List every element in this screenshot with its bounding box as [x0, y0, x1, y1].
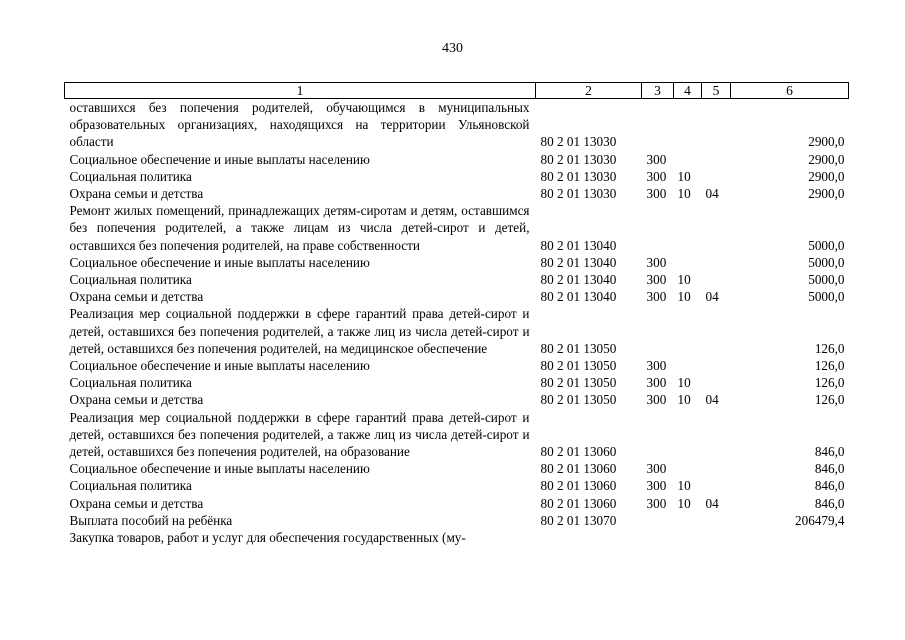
table-row [65, 305, 849, 357]
row-sum-cell: 2900,0 [808, 168, 845, 184]
row-section-cell [674, 254, 702, 271]
row-sum-cell: 2900,0 [808, 186, 845, 202]
row-name-cell: Реализация мер социальной поддержки в сфере гарантий права детей-сирот и детей, оставшихся без попечения родителей, а также лиц из числа детей-сирот и детей, оставшихся без попечения родителей, на образование [69, 409, 530, 460]
row-code-cell: 80 2 01 13030 [540, 168, 617, 184]
row-name-cell: Социальное обеспечение и иные выплаты населению [69, 461, 370, 477]
row-section-cell: 10 [677, 478, 691, 494]
row-expense-type-cell: 300 [646, 272, 667, 288]
header-col-rz: 4 [674, 83, 702, 99]
table-row [65, 271, 849, 288]
row-subsection-cell [702, 151, 731, 168]
row-expense-type-cell [642, 512, 674, 529]
row-expense-type-cell [642, 99, 674, 151]
row-name-cell: Ремонт жилых помещений, принадлежащих детям-сиротам и детям, оставшимся без попечения родителей, а также лицам из числа детей-сирот и детей, оставшихся без попечения родителей, на праве собственности [69, 203, 530, 253]
row-code-cell: 80 2 01 13070 [540, 512, 617, 528]
row-section-cell: 10 [677, 495, 691, 511]
row-code-cell: 80 2 01 13040 [540, 254, 617, 270]
row-section-cell [674, 151, 702, 168]
row-name-cell: Охрана семьи и детства [69, 495, 204, 511]
row-name-cell: Социальная политика [69, 168, 192, 184]
header-col-sum: 6 [731, 83, 849, 99]
table-row [65, 99, 849, 151]
row-expense-type-cell: 300 [646, 358, 667, 374]
row-code-cell: 80 2 01 13060 [540, 461, 617, 477]
row-sum-cell: 5000,0 [808, 289, 845, 305]
row-code-cell: 80 2 01 13040 [540, 272, 617, 288]
row-name-cell: Социальная политика [69, 272, 192, 288]
row-name-cell: оставшихся без попечения родителей, обучающимся в муниципальных образовательных организациях, находящихся на территории Ульяновской области [69, 100, 530, 150]
row-section-cell: 10 [677, 392, 691, 408]
row-sum-cell: 5000,0 [808, 272, 845, 288]
row-code-cell: 80 2 01 13060 [540, 444, 617, 460]
row-name-cell: Выплата пособий на ребёнка [69, 512, 233, 528]
row-subsection-cell [702, 254, 731, 271]
row-section-cell: 10 [677, 289, 691, 305]
row-subsection-cell [702, 460, 731, 477]
row-sum-cell: 126,0 [814, 375, 845, 391]
row-name-cell: Охрана семьи и детства [69, 392, 204, 408]
row-sum-cell: 5000,0 [808, 254, 845, 270]
row-expense-type-cell [642, 409, 674, 461]
row-code-cell: 80 2 01 13060 [540, 478, 617, 494]
row-code-cell [536, 529, 642, 546]
row-sum-cell: 126,0 [814, 340, 845, 356]
row-section-cell: 10 [677, 186, 691, 202]
row-sum-cell: 126,0 [814, 392, 845, 408]
row-expense-type-cell [642, 202, 674, 254]
row-name-cell: Охрана семьи и детства [69, 289, 204, 305]
table-row [65, 529, 849, 546]
row-code-cell: 80 2 01 13040 [540, 237, 617, 253]
row-code-cell: 80 2 01 13050 [540, 340, 617, 356]
row-code-cell: 80 2 01 13030 [540, 134, 617, 150]
row-name-cell: Социальная политика [69, 375, 192, 391]
row-subsection-cell: 04 [705, 186, 719, 202]
row-name-cell: Охрана семьи и детства [69, 186, 204, 202]
row-code-cell: 80 2 01 13050 [540, 375, 617, 391]
row-name-cell: Реализация мер социальной поддержки в сфере гарантий права детей-сирот и детей, оставшихся без попечения родителей, а также лиц из числа детей-сирот и детей, оставшихся без попечения родителей, на медицинское обеспечение [69, 306, 530, 356]
row-subsection-cell [702, 99, 731, 151]
row-sum-cell: 846,0 [814, 495, 845, 511]
row-subsection-cell: 04 [705, 495, 719, 511]
row-subsection-cell [702, 168, 731, 185]
budget-table-container [64, 82, 848, 546]
table-body [65, 99, 849, 547]
row-subsection-cell [702, 374, 731, 391]
row-section-cell: 10 [677, 272, 691, 288]
header-col-vr: 3 [642, 83, 674, 99]
table-header [65, 83, 849, 99]
row-section-cell [674, 202, 702, 254]
row-code-cell: 80 2 01 13050 [540, 358, 617, 374]
row-name-cell: Социальное обеспечение и иные выплаты населению [69, 358, 370, 374]
table-row [65, 495, 849, 512]
table-row [65, 374, 849, 391]
row-sum-cell: 5000,0 [808, 237, 845, 253]
row-expense-type-cell: 300 [646, 168, 667, 184]
table-row [65, 460, 849, 477]
row-subsection-cell [702, 202, 731, 254]
row-expense-type-cell: 300 [646, 461, 667, 477]
row-code-cell: 80 2 01 13060 [540, 495, 617, 511]
row-section-cell [674, 305, 702, 357]
table-row [65, 477, 849, 494]
row-expense-type-cell: 300 [646, 375, 667, 391]
row-name-cell: Закупка товаров, работ и услуг для обеспечения государственных (му- [69, 530, 466, 546]
row-section-cell: 10 [677, 168, 691, 184]
table-row [65, 168, 849, 185]
row-subsection-cell [702, 305, 731, 357]
row-expense-type-cell: 300 [646, 254, 667, 270]
row-code-cell: 80 2 01 13030 [540, 186, 617, 202]
table-row [65, 288, 849, 305]
header-col-name: 1 [65, 83, 536, 99]
row-expense-type-cell: 300 [646, 151, 667, 167]
row-name-cell: Социальная политика [69, 478, 192, 494]
table-row [65, 254, 849, 271]
row-expense-type-cell: 300 [646, 478, 667, 494]
row-sum-cell: 126,0 [814, 358, 845, 374]
row-code-cell: 80 2 01 13030 [540, 151, 617, 167]
row-expense-type-cell: 300 [646, 289, 667, 305]
row-expense-type-cell: 300 [646, 186, 667, 202]
row-expense-type-cell [642, 529, 674, 546]
table-row [65, 185, 849, 202]
table-row [65, 151, 849, 168]
row-section-cell [674, 460, 702, 477]
row-subsection-cell [702, 512, 731, 529]
header-col-pr: 5 [702, 83, 731, 99]
table-row [65, 357, 849, 374]
row-subsection-cell: 04 [705, 392, 719, 408]
row-name-cell: Социальное обеспечение и иные выплаты населению [69, 254, 370, 270]
row-subsection-cell: 04 [705, 289, 719, 305]
row-subsection-cell [702, 409, 731, 461]
row-name-cell: Социальное обеспечение и иные выплаты населению [69, 151, 370, 167]
row-subsection-cell [702, 477, 731, 494]
row-code-cell: 80 2 01 13040 [540, 289, 617, 305]
row-sum-cell: 846,0 [814, 478, 845, 494]
header-row [65, 83, 849, 99]
row-sum-cell: 846,0 [814, 444, 845, 460]
row-sum-cell: 206479,4 [795, 512, 845, 528]
row-section-cell [674, 512, 702, 529]
table-row [65, 391, 849, 408]
row-section-cell: 10 [677, 375, 691, 391]
row-sum-cell [731, 529, 849, 546]
row-subsection-cell [702, 357, 731, 374]
row-sum-cell: 2900,0 [808, 134, 845, 150]
row-subsection-cell [702, 529, 731, 546]
row-subsection-cell [702, 271, 731, 288]
table-row [65, 409, 849, 461]
row-section-cell [674, 529, 702, 546]
row-code-cell: 80 2 01 13050 [540, 392, 617, 408]
row-section-cell [674, 99, 702, 151]
row-expense-type-cell [642, 305, 674, 357]
row-expense-type-cell: 300 [646, 495, 667, 511]
header-col-code: 2 [536, 83, 642, 99]
row-sum-cell: 2900,0 [808, 151, 845, 167]
row-sum-cell: 846,0 [814, 461, 845, 477]
row-section-cell [674, 357, 702, 374]
table-row [65, 202, 849, 254]
page-number: 430 [442, 41, 463, 56]
row-expense-type-cell: 300 [646, 392, 667, 408]
row-section-cell [674, 409, 702, 461]
table-row [65, 512, 849, 529]
budget-table [64, 82, 849, 546]
